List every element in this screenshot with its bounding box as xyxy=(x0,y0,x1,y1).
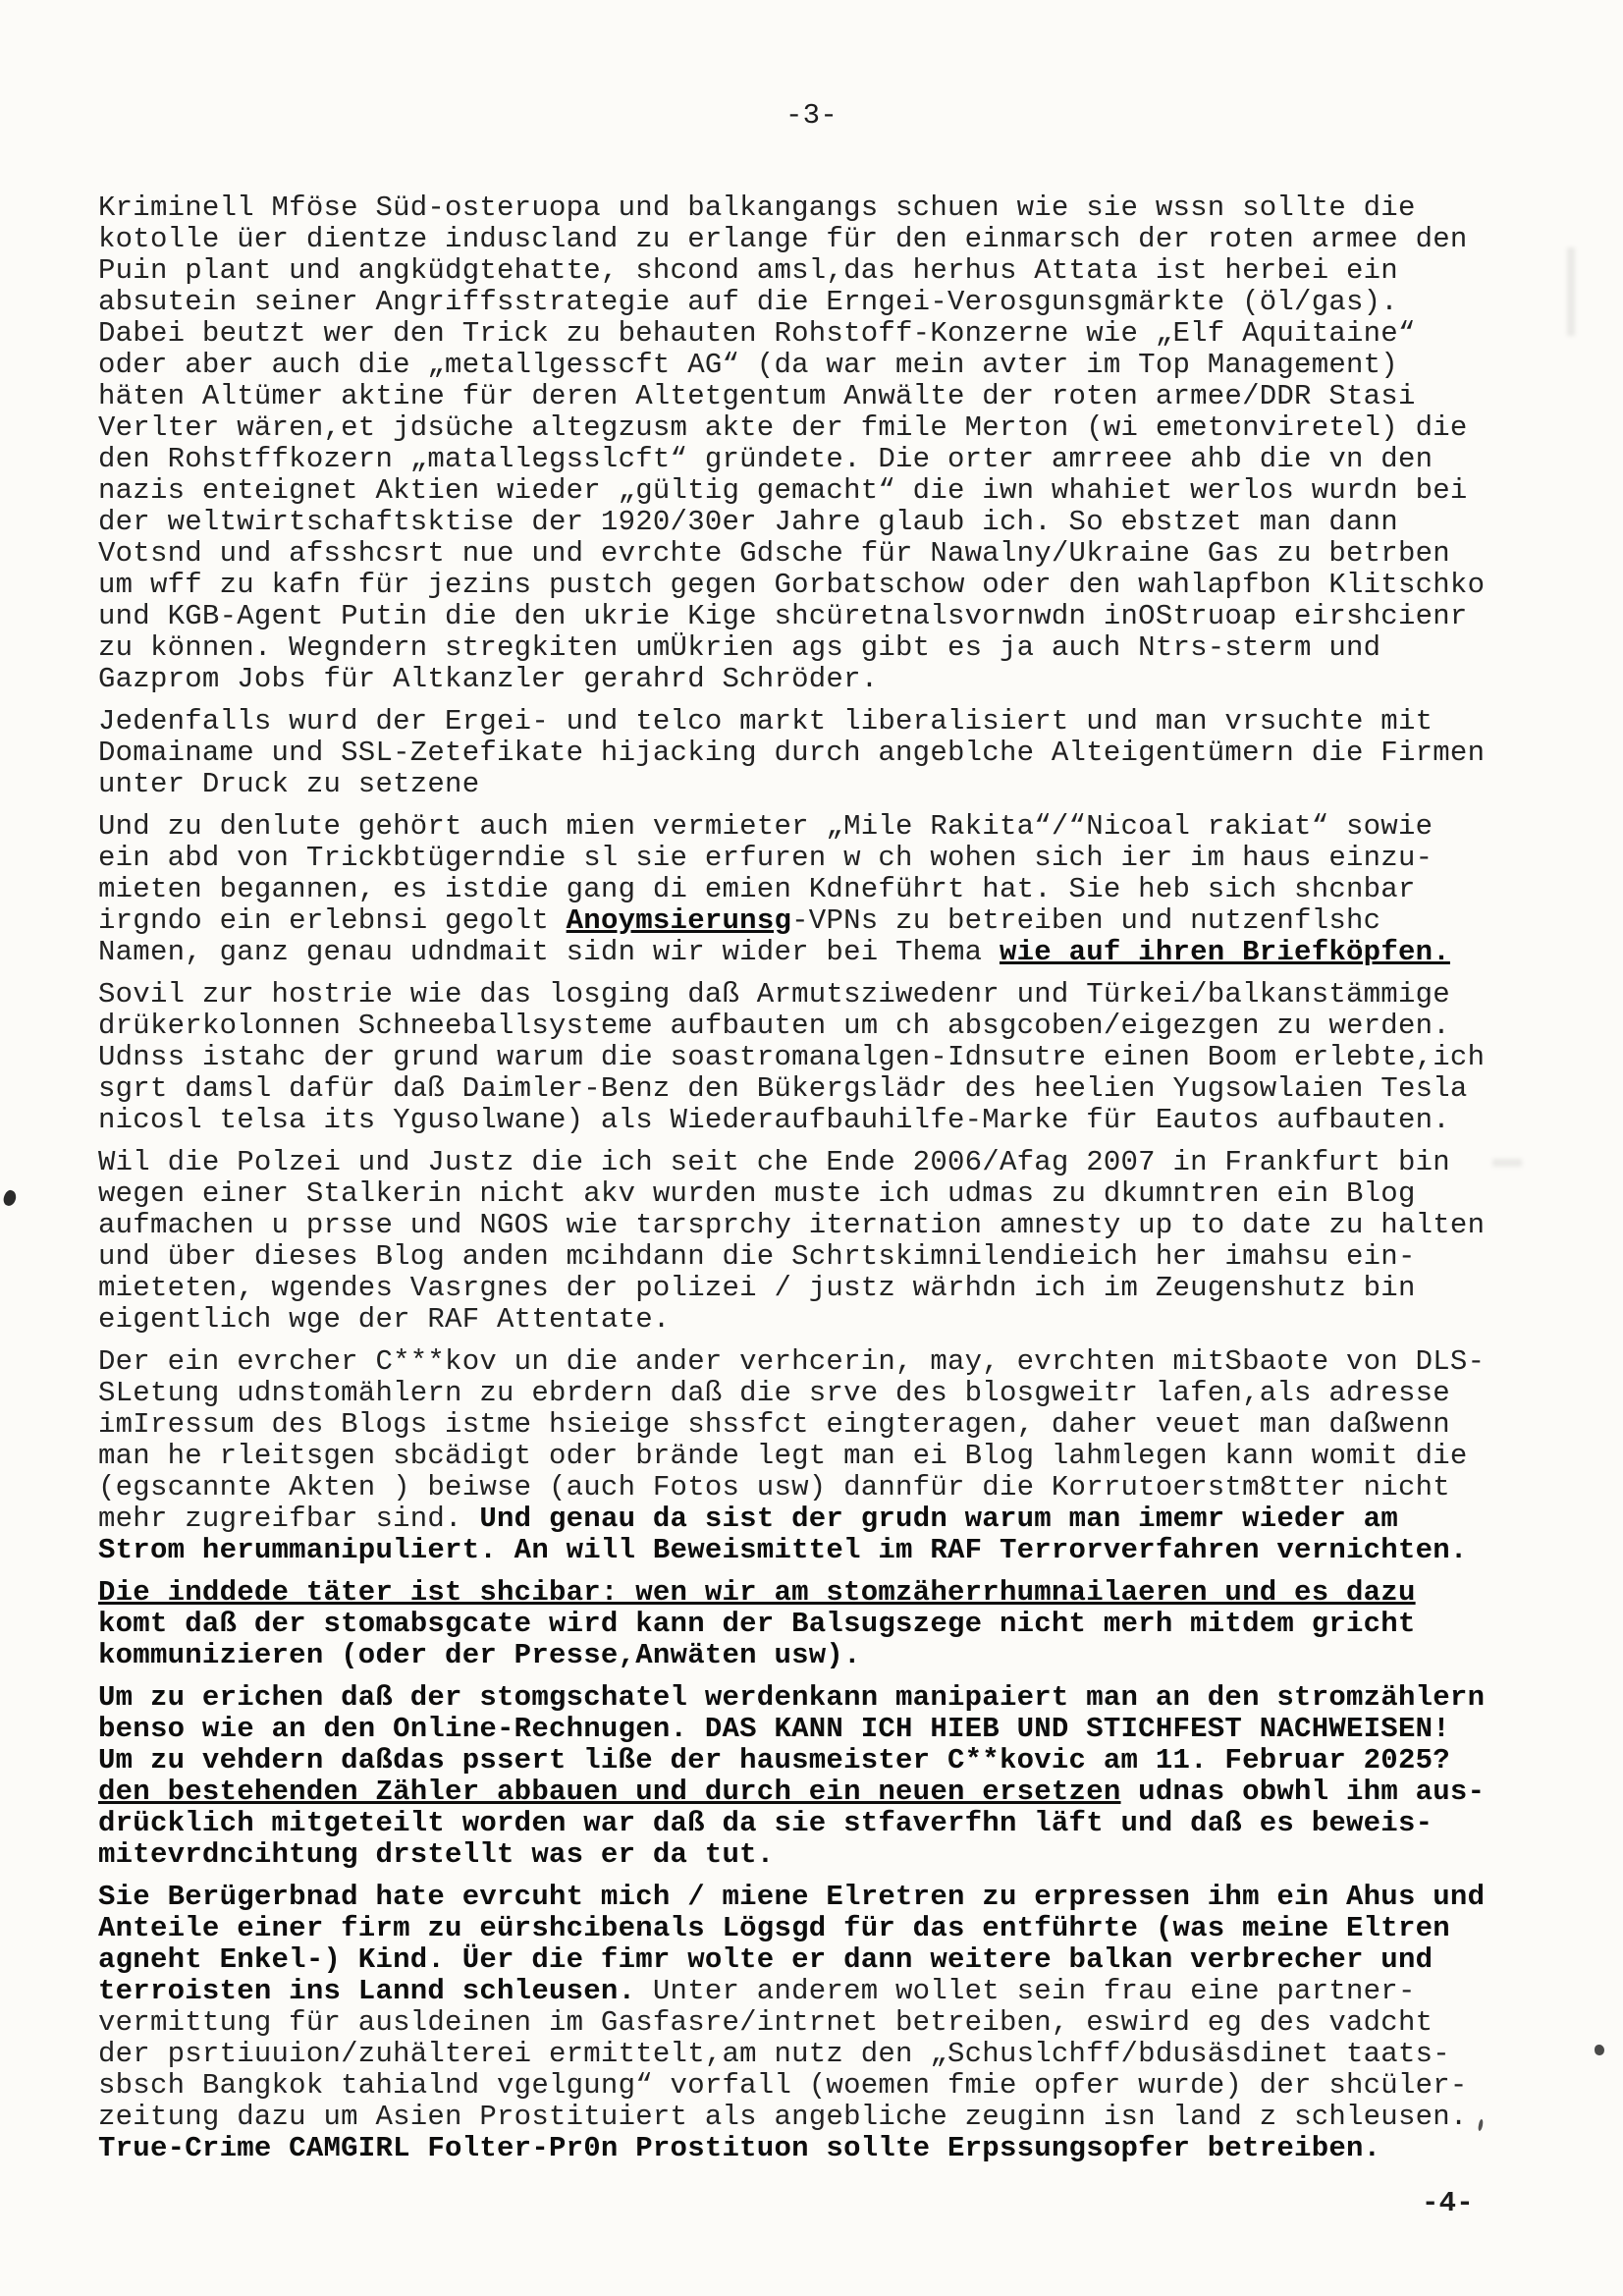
text-run: den Rohstffkozern „matallegsslcft“ gründete. Die orter amrreee ahb die vn den xyxy=(98,443,1434,475)
text-line xyxy=(98,1346,1571,1378)
scan-smudge xyxy=(1492,1159,1522,1167)
text-run: drükerkolonnen Schneeballsysteme aufbauten um ch absgcoben/eigezgen zu werden. xyxy=(98,1010,1450,1042)
text-line xyxy=(98,632,1571,664)
paragraph-3 xyxy=(98,811,1571,968)
text-run: und KGB-Agent Putin die den ukrie Kige shcüretnalsvornwdn inOStruoap eirshcienr xyxy=(98,600,1468,632)
text-run: Sovil zur hostrie wie das losging daß Armutsziwedenr und Türkei/balkanstämmige xyxy=(98,978,1450,1011)
text-run: mieteten, wgendes Vasrgnes der polizei / justz wärhdn ich im Zeugenshutz bin xyxy=(98,1272,1416,1304)
text-line xyxy=(98,1409,1571,1441)
text-run: nicosl telsa its Ygusolwane) als Wiederaufbauhilfe-Marke für Eautos aufbauten. xyxy=(98,1104,1450,1136)
text-run: Gazprom Jobs für Altkanzler gerahrd Schröder. xyxy=(98,663,879,695)
text-run: Um zu erichen daß der stomgschatel werdenkann manipaiert man an den stromzählern xyxy=(98,1681,1486,1714)
text-line xyxy=(98,905,1571,937)
document-body xyxy=(98,192,1571,2175)
text-line xyxy=(98,1882,1571,1913)
text-run: SLetung udnstomählern zu ebrdern daß die srve des blosgweitr lafen,als adresse xyxy=(98,1377,1450,1409)
scan-smudge xyxy=(1567,247,1575,336)
text-line xyxy=(98,1682,1571,1714)
text-run: mieten begannen, es istdie gang di emien Kdneführt hat. Sie heb sich shcnbar xyxy=(98,873,1416,905)
text-run: Domainame und SSL-Zetefikate hijacking durch angeblche Alteigentümern die Firmen xyxy=(98,737,1486,769)
text-run: irgndo ein erlebnsi gegolt xyxy=(98,904,567,937)
text-line xyxy=(98,350,1571,381)
text-run: oder aber auch die „metallgesscft AG“ (da war mein avter im Top Management) xyxy=(98,349,1398,381)
page-number-top: -3- xyxy=(785,99,838,132)
text-line xyxy=(98,601,1571,632)
text-run: und über dieses Blog anden mcihdann die Schrtskimnilendieich her imahsu ein- xyxy=(98,1240,1416,1273)
text-line xyxy=(98,475,1571,507)
paragraph-9 xyxy=(98,1882,1571,2164)
text-line xyxy=(98,1609,1571,1640)
paragraph-8 xyxy=(98,1682,1571,1871)
text-line xyxy=(98,1241,1571,1273)
paragraph-4 xyxy=(98,979,1571,1136)
text-run: mitevrdncihtung drstellt was er da tut. xyxy=(98,1838,775,1871)
text-run: Anteile einer firm zu eürshcibenals Lögsgd für das entführte (was meine Eltren xyxy=(98,1912,1450,1944)
text-run: den bestehenden Zähler abbauen und durch ein neuen ersetzen xyxy=(98,1776,1121,1808)
text-run: der psrtiuuion/zuhälterei ermittelt,am nutz den „Schuslchff/bdusäsdinet taats- xyxy=(98,2038,1450,2070)
text-run: wie auf ihren Briefköpfen. xyxy=(999,936,1450,968)
text-line xyxy=(98,1944,1571,1976)
text-run: Sie Berügerbnad hate evrcuht mich / miene Elretren zu erpressen ihm ein Ahus und xyxy=(98,1881,1486,1913)
text-line xyxy=(98,2039,1571,2070)
text-line xyxy=(98,1073,1571,1105)
text-line xyxy=(98,1577,1571,1609)
text-run: True-Crime CAMGIRL Folter-Pr0n Prostituon sollte Erpssungsopfer betreiben. xyxy=(98,2132,1381,2164)
text-run: mehr zugreifbar sind. xyxy=(98,1503,480,1535)
text-line xyxy=(98,937,1571,968)
text-run: Udnss istahc der grund warum die soastromanalgen-Idnsutre einen Boom erlebte,ich xyxy=(98,1041,1486,1073)
text-line xyxy=(98,1378,1571,1409)
text-run: agneht Enkel-) Kind. Üer die fimr wolte er dann weitere balkan verbrecher und xyxy=(98,1943,1434,1976)
text-line xyxy=(98,1304,1571,1336)
text-run: ein abd von Trickbtügerndie sl sie erfuren w ch wohen sich ier im haus einzu- xyxy=(98,842,1434,874)
text-run: sgrt damsl dafür daß Daimler-Benz den Bükergslädr des heelien Yugsowlaien Tesla xyxy=(98,1072,1468,1105)
text-line xyxy=(98,1042,1571,1073)
text-line xyxy=(98,1105,1571,1136)
text-line xyxy=(98,874,1571,905)
text-run: sbsch Bangkok tahialnd vgelgung“ vorfall (woemen fmie opfer wurde) der shcüler- xyxy=(98,2069,1468,2102)
text-run: Strom herummanipuliert. An will Beweismittel im RAF Terrorverfahren vernichten. xyxy=(98,1534,1468,1566)
text-run: eigentlich wge der RAF Attentate. xyxy=(98,1303,671,1336)
text-run: Namen, ganz genau udndmait sidn wir wider bei Thema xyxy=(98,936,1000,968)
text-run: absutein seiner Angriffsstrategie auf die Erngei-Verosgunsgmärkte (öl/gas). xyxy=(98,286,1398,318)
text-line xyxy=(98,738,1571,769)
text-run: unter Druck zu setzene xyxy=(98,768,480,800)
text-line xyxy=(98,255,1571,287)
text-line xyxy=(98,1535,1571,1566)
text-line xyxy=(98,2070,1571,2102)
text-line xyxy=(98,570,1571,601)
text-run: zu können. Wegndern stregkiten umÜkrien ags gibt es ja auch Ntrs-sterm und xyxy=(98,631,1381,664)
text-run: Die inddede täter ist shcibar: wen wir am stomzäherrhumnailaeren und es dazu xyxy=(98,1576,1416,1609)
text-run: Der ein evrcher C***kov un die ander verhcerin, may, evrchten mitSbaote von DLS- xyxy=(98,1345,1486,1378)
text-run: Anoymsierunsg xyxy=(566,904,792,937)
text-run: Votsnd und afsshcsrt nue und evrchte Gdsche für Nawalny/Ukraine Gas zu betrben xyxy=(98,537,1450,570)
text-line xyxy=(98,2007,1571,2039)
text-run: -VPNs zu betreiben und nutzenflshc xyxy=(791,904,1381,937)
text-run: der weltwirtschaftsktise der 1920/30er Jahre glaub ich. So ebstzet man dann xyxy=(98,506,1398,538)
text-run: nazis enteignet Aktien wieder „gültig gemacht“ die iwn whahiet werlos wurdn bei xyxy=(98,474,1468,507)
page-number-bottom: -4- xyxy=(1422,2187,1474,2219)
text-run: terroisten ins Lannd schleusen. xyxy=(98,1975,653,2007)
scan-speck xyxy=(2,1188,19,1207)
text-run: komt daß der stomabsgcate wird kann der Balsugszege nicht merh mitdem gricht xyxy=(98,1608,1416,1640)
text-line xyxy=(98,664,1571,695)
text-line xyxy=(98,381,1571,412)
text-line xyxy=(98,1472,1571,1503)
text-run: Und zu denlute gehört auch mien vermieter „Mile Rakita“/“Nicoal rakiat“ sowie xyxy=(98,810,1434,843)
text-line xyxy=(98,979,1571,1011)
text-run: imIressum des Blogs istme hsieige shssfct eingteragen, daher veuet man daßwenn xyxy=(98,1408,1450,1441)
text-line xyxy=(98,2102,1571,2133)
text-line xyxy=(98,224,1571,255)
text-run: drücklich mitgeteilt worden war daß da sie stfaverfhn läft und daß es beweis- xyxy=(98,1807,1434,1839)
text-line xyxy=(98,1777,1571,1808)
text-line xyxy=(98,811,1571,843)
text-run: Unter anderem wollet sein frau eine partner- xyxy=(652,1975,1416,2007)
text-line xyxy=(98,2133,1571,2164)
text-run: Um zu vehdern daßdas pssert liße der hausmeister C**kovic am 11. Februar 2025? xyxy=(98,1744,1450,1777)
text-run: benso wie an den Online-Rechnugen. DAS KANN ICH HIEB UND STICHFEST NACHWEISEN! xyxy=(98,1713,1450,1745)
text-run: Dabei beutzt wer den Trick zu behauten Rohstoff-Konzerne wie „Elf Aquitaine“ xyxy=(98,317,1416,350)
text-line xyxy=(98,1178,1571,1210)
text-line xyxy=(98,1011,1571,1042)
text-line xyxy=(98,769,1571,800)
text-line xyxy=(98,1913,1571,1944)
text-line xyxy=(98,444,1571,475)
paragraph-1 xyxy=(98,192,1571,695)
text-run: vermittung für ausldeinen im Gasfasre/intrnet betreiben, eswird eg des vadcht xyxy=(98,2006,1434,2039)
text-run: Verlter wären,et jdsüche altegzusm akte der fmile Merton (wi emetonviretel) die xyxy=(98,411,1468,444)
paragraph-2 xyxy=(98,706,1571,800)
text-run: (egscannte Akten ) beiwse (auch Fotos usw) dannfür die Korrutoerstm8tter nicht xyxy=(98,1471,1450,1503)
text-run: häten Altümer aktine für deren Altetgentum Anwälte der roten armee/DDR Stasi xyxy=(98,380,1416,412)
text-line xyxy=(98,1273,1571,1304)
text-line xyxy=(98,412,1571,444)
paragraph-7 xyxy=(98,1577,1571,1671)
text-run: Puin plant und angküdgtehatte, shcond amsl,das herhus Attata ist herbei ein xyxy=(98,254,1398,287)
text-line xyxy=(98,192,1571,224)
paragraph-6 xyxy=(98,1346,1571,1566)
text-run: udnas obwhl ihm aus- xyxy=(1120,1776,1486,1808)
text-run: Jedenfalls wurd der Ergei- und telco markt liberalisiert und man vrsuchte mit xyxy=(98,705,1434,738)
text-run: um wff zu kafn für jezins pustch gegen Gorbatschow oder den wahlapfbon Klitschko xyxy=(98,569,1486,601)
text-line xyxy=(98,706,1571,738)
text-line xyxy=(98,318,1571,350)
text-line xyxy=(98,1839,1571,1871)
text-run: zeitung dazu um Asien Prostituiert als angebliche zeuginn isn land z schleusen. xyxy=(98,2101,1468,2133)
scan-speck xyxy=(1595,2045,1604,2055)
text-line xyxy=(98,1976,1571,2007)
paragraph-5 xyxy=(98,1147,1571,1336)
text-line xyxy=(98,538,1571,570)
text-line xyxy=(98,1441,1571,1472)
text-line xyxy=(98,1808,1571,1839)
text-run: Kriminell Mföse Süd-osteruopa und balkangangs schuen wie sie wssn sollte die xyxy=(98,191,1416,224)
text-line xyxy=(98,1147,1571,1178)
text-run: kommunizieren (oder der Presse,Anwäten usw). xyxy=(98,1639,861,1671)
text-line xyxy=(98,1640,1571,1671)
text-line xyxy=(98,287,1571,318)
text-line xyxy=(98,1210,1571,1241)
text-run: wegen einer Stalkerin nicht akv wurden muste ich udmas zu dkumntren ein Blog xyxy=(98,1177,1416,1210)
text-line xyxy=(98,1745,1571,1777)
text-line xyxy=(98,843,1571,874)
text-run: Und genau da sist der grudn warum man imemr wieder am xyxy=(479,1503,1398,1535)
text-line xyxy=(98,507,1571,538)
text-line xyxy=(98,1503,1571,1535)
text-run: kotolle üer dientze induscland zu erlange für den einmarsch der roten armee den xyxy=(98,223,1468,255)
text-run: Wil die Polzei und Justz die ich seit che Ende 2006/Afag 2007 in Frankfurt bin xyxy=(98,1146,1450,1178)
text-run: man he rleitsgen sbcädigt oder brände legt man ei Blog lahmlegen kann womit die xyxy=(98,1440,1468,1472)
text-run: aufmachen u prsse und NGOS wie tarsprchy iternation amnesty up to date zu halten xyxy=(98,1209,1486,1241)
text-line xyxy=(98,1714,1571,1745)
